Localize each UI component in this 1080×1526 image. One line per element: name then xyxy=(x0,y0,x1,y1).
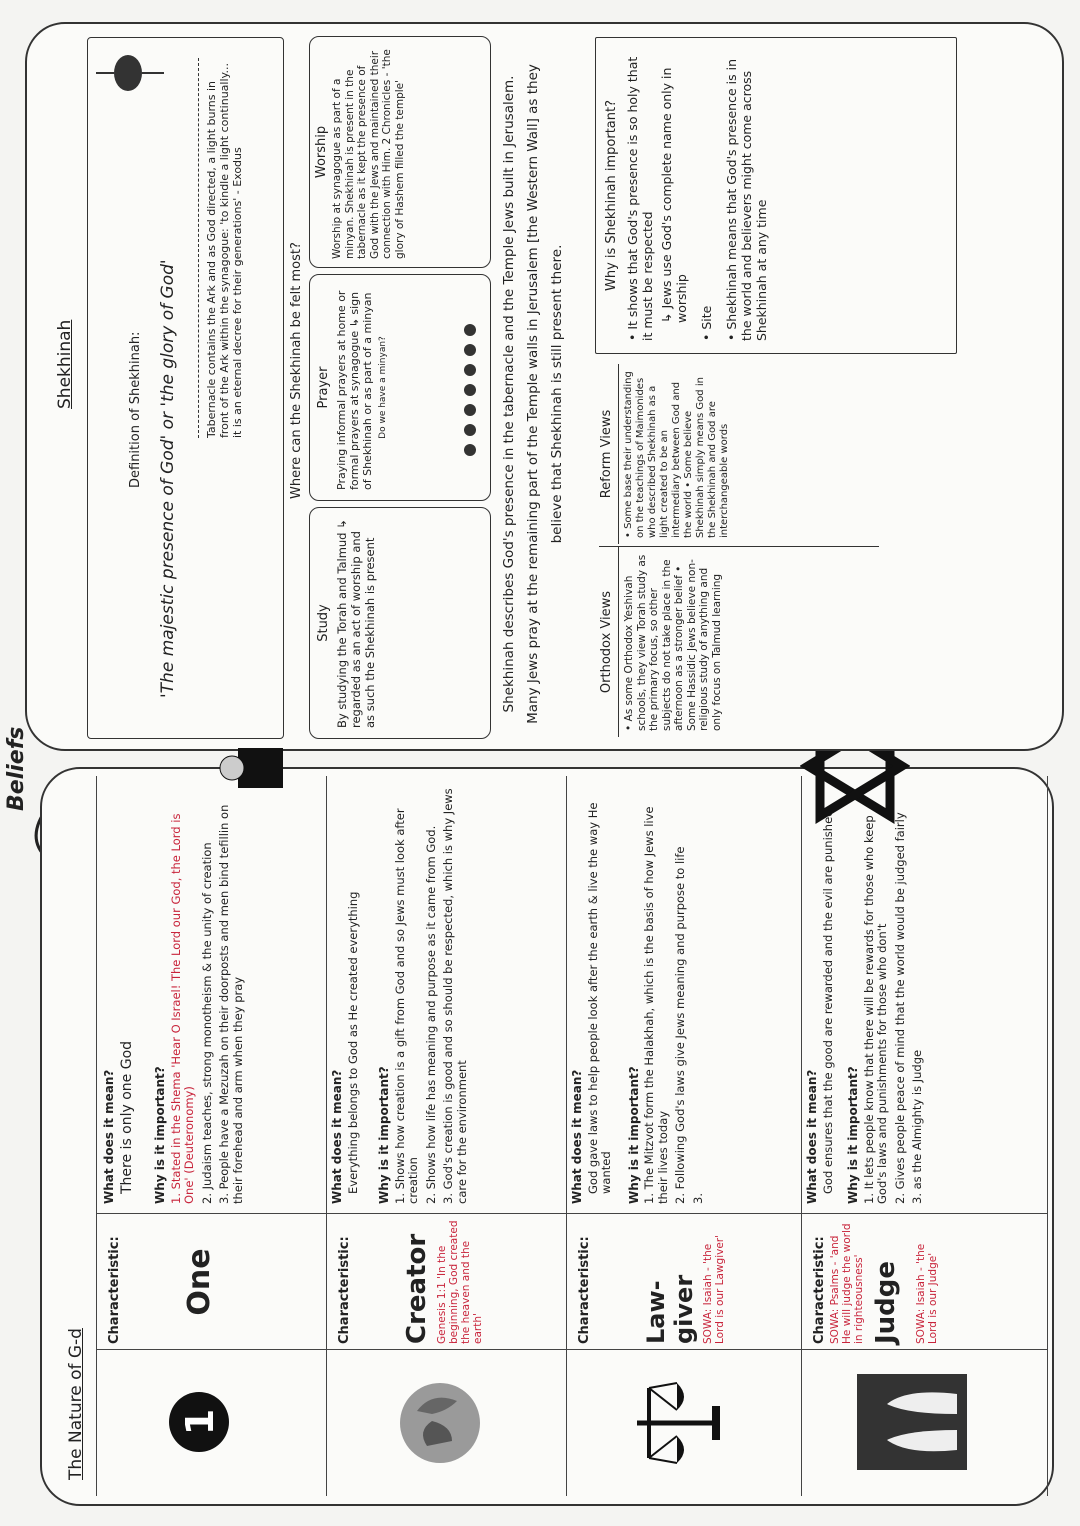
point: 3. God's creation is good and so should be respected, which is why Jews care for the environment xyxy=(441,788,469,1204)
creator-quote: Genesis 1:1 'In the beginning, God created the heaven and the earth' xyxy=(436,1220,484,1344)
reform-col xyxy=(599,364,879,544)
row-lawgiver-icon-cell xyxy=(567,1349,802,1496)
worship-text: Worship at synagogue as part of a minyan. Shekhinah is present in the tabernacle as it kept the presence of God with the Jews and maintained their connection with Him. 2 Chronicles - 'the glory of Hashem filled the temple' xyxy=(331,49,406,259)
q-meaning: What does it mean? xyxy=(805,1069,819,1204)
row-lawgiver xyxy=(566,776,802,1496)
a-meaning: God gave laws to help people look after the earth & live the way He wanted xyxy=(585,802,613,1194)
q-important: Why is it important? xyxy=(377,1066,391,1204)
judge-quote: SOWA: Psalms - 'and He will judge the world in righteousness' xyxy=(829,1223,865,1344)
char-label: Characteristic: xyxy=(577,1236,592,1344)
row-judge xyxy=(801,776,1048,1496)
row-judge-text-cell xyxy=(802,778,1047,1212)
minyan-people-icon xyxy=(460,310,486,460)
char-label: Characteristic: xyxy=(107,1236,122,1344)
q-meaning: What does it mean? xyxy=(570,1069,584,1204)
row-creator-icon-cell xyxy=(327,1349,567,1496)
study-box xyxy=(309,507,491,739)
row-creator xyxy=(326,776,567,1496)
row-judge-char-cell xyxy=(802,1213,1047,1350)
char-name-lawgiver: Law-giver xyxy=(642,1274,698,1344)
point: 2. Shows how life has meaning and purpose as it came from God. xyxy=(423,825,438,1204)
point: 1. The Mitzvot form the Halakhah, which is the basis of how Jews live their lives today xyxy=(642,806,670,1204)
shekhinah-panel xyxy=(25,22,1064,751)
why-point: • Shekhinah means that God's presence is in the world and believers might come across Shekhinah at any time xyxy=(724,59,769,341)
row-lawgiver-char-cell xyxy=(567,1213,802,1350)
char-label: Characteristic: xyxy=(337,1236,352,1344)
worship-label: Worship xyxy=(314,125,329,179)
definition-label: Definition of Shekhinah: xyxy=(128,331,143,488)
rabbi-figure-icon xyxy=(218,738,288,798)
shekhinah-title: Shekhinah xyxy=(55,319,75,409)
study-text: By studying the Torah and Talmud ↳ regarded as an act of worship and as such the Shekhinah is present xyxy=(335,519,377,728)
orthodox-label: Orthodox Views xyxy=(599,547,619,737)
page-heading: Beliefs xyxy=(4,726,29,811)
point: 3. as the Almighty is Judge xyxy=(910,1049,924,1204)
nature-title: The Nature of G-d xyxy=(66,1328,86,1480)
char-name-one: One xyxy=(182,1248,217,1316)
describes-text: Shekhinah describes God's presence in the tabernacle and the Temple Jews built in Jerusalem. Many Jews pray at the remaining part of the Temple walls in Jerusalem [the Western Wall] as they believe that Shekhinah is still present there. xyxy=(501,64,565,724)
a-meaning: There is only one God xyxy=(118,1040,135,1194)
number-one-icon xyxy=(167,1390,231,1454)
reform-text: • Some base their understanding on the teachings of Maimonides who described Shekhinah as a light created to be an intermediary between God and the world • Some believe Shekhinah simply means God in the Shekhinah and God are interchangeable words xyxy=(623,371,730,538)
study-label: Study xyxy=(316,604,331,642)
lawgiver-quote: SOWA: Isaiah - 'the Lord is our Lawgiver' xyxy=(702,1234,726,1344)
point: 3. xyxy=(690,1193,705,1204)
why-point: • Site xyxy=(699,305,714,341)
point: 3. People have a Mezuzah on their doorposts and men bind tefillin on their forehead and arm when they pray xyxy=(217,804,245,1204)
definition-text: 'The majestic presence of God' or 'the glory of God' xyxy=(158,259,178,698)
minyan-caption: Do we have a minyan? xyxy=(378,336,388,439)
why-label: Why is Shekhinah important? xyxy=(604,100,619,292)
prayer-box xyxy=(309,274,491,501)
earth-icon xyxy=(397,1380,483,1466)
char-name-judge: Judge xyxy=(871,1260,901,1344)
orthodox-text: • As some Orthodox Yeshivah schools, they view Torah study as the primary focus, so other subjects do not take place in the afternoon as a stronger belief • Some Hassidic Jews believe non-religious study of anything and only focus on Talmud learning xyxy=(623,554,723,731)
char-name-creator: Creator xyxy=(402,1233,432,1344)
q-important: Why is it important? xyxy=(846,1066,860,1204)
a-meaning: God ensures that the good are rewarded and the evil are punished xyxy=(820,809,835,1194)
why-point: • It shows that God's presence is so holy that it must be respected xyxy=(625,56,655,341)
row-one-char-cell xyxy=(97,1213,327,1350)
q-meaning: What does it mean? xyxy=(330,1069,344,1204)
row-one xyxy=(96,776,327,1496)
point: 1. Shows how creation is a gift from God and so Jews must look after creation xyxy=(392,808,420,1204)
worship-box xyxy=(309,36,491,268)
prayer-text: Praying informal prayers at home or formal prayers at synagogue ↳ sign of Shekhinah or as part of a minyan xyxy=(335,290,374,490)
tabernacle-note: Tabernacle contains the Ark and as God directed, a light burns in front of the Ark within the synagogue: 'to kindle a light continually... it is an eternal decree for their generations' - Exodus xyxy=(198,58,244,438)
point: 1. Stated in the Shema 'Hear O Israel! The Lord our God, the Lord is One' (Deuteronomy) xyxy=(168,813,196,1204)
prayer-label: Prayer xyxy=(316,366,331,409)
row-one-text-cell xyxy=(97,778,327,1212)
q-meaning: What does it mean? xyxy=(102,1069,116,1204)
row-lawgiver-text-cell xyxy=(567,778,802,1212)
row-one-icon-cell xyxy=(97,1349,327,1496)
nature-panel xyxy=(40,767,1054,1506)
q-important: Why is it important? xyxy=(153,1066,167,1204)
point: 2. Following God's laws give Jews meaning and purpose to life xyxy=(673,846,687,1204)
row-judge-icon-cell xyxy=(802,1349,1047,1496)
menorah-lamp-icon xyxy=(96,48,166,98)
why-important-box xyxy=(595,37,957,354)
row-creator-char-cell xyxy=(327,1213,567,1350)
q-important: Why is it important? xyxy=(626,1066,641,1204)
point: 2. Gives people peace of mind that the world would be judged fairly xyxy=(892,812,907,1204)
char-label: Characteristic: xyxy=(812,1236,827,1344)
svg-text:1: 1 xyxy=(178,1408,222,1436)
a-meaning: Everything belongs to God as He created everything xyxy=(345,891,360,1194)
point: 1. It lets people know that there will be rewards for those who keep God's laws and punishments for those who don't xyxy=(861,815,889,1204)
hands-icon xyxy=(857,1374,967,1470)
reform-label: Reform Views xyxy=(599,364,619,544)
nature-table xyxy=(96,776,1046,1496)
scales-icon xyxy=(627,1378,727,1468)
orthodox-col xyxy=(599,546,879,737)
why-point: ↳ Jews use God's complete name only in worship xyxy=(659,67,689,323)
definition-box xyxy=(87,37,284,739)
judge-quote-2: SOWA: Isaiah - 'the Lord is our Judge' xyxy=(915,1243,939,1344)
row-creator-text-cell xyxy=(327,778,567,1212)
point: 2. Judaism teaches, strong monotheism & the unity of creation xyxy=(199,842,214,1204)
felt-title: Where can the Shekhinah be felt most? xyxy=(289,242,304,499)
